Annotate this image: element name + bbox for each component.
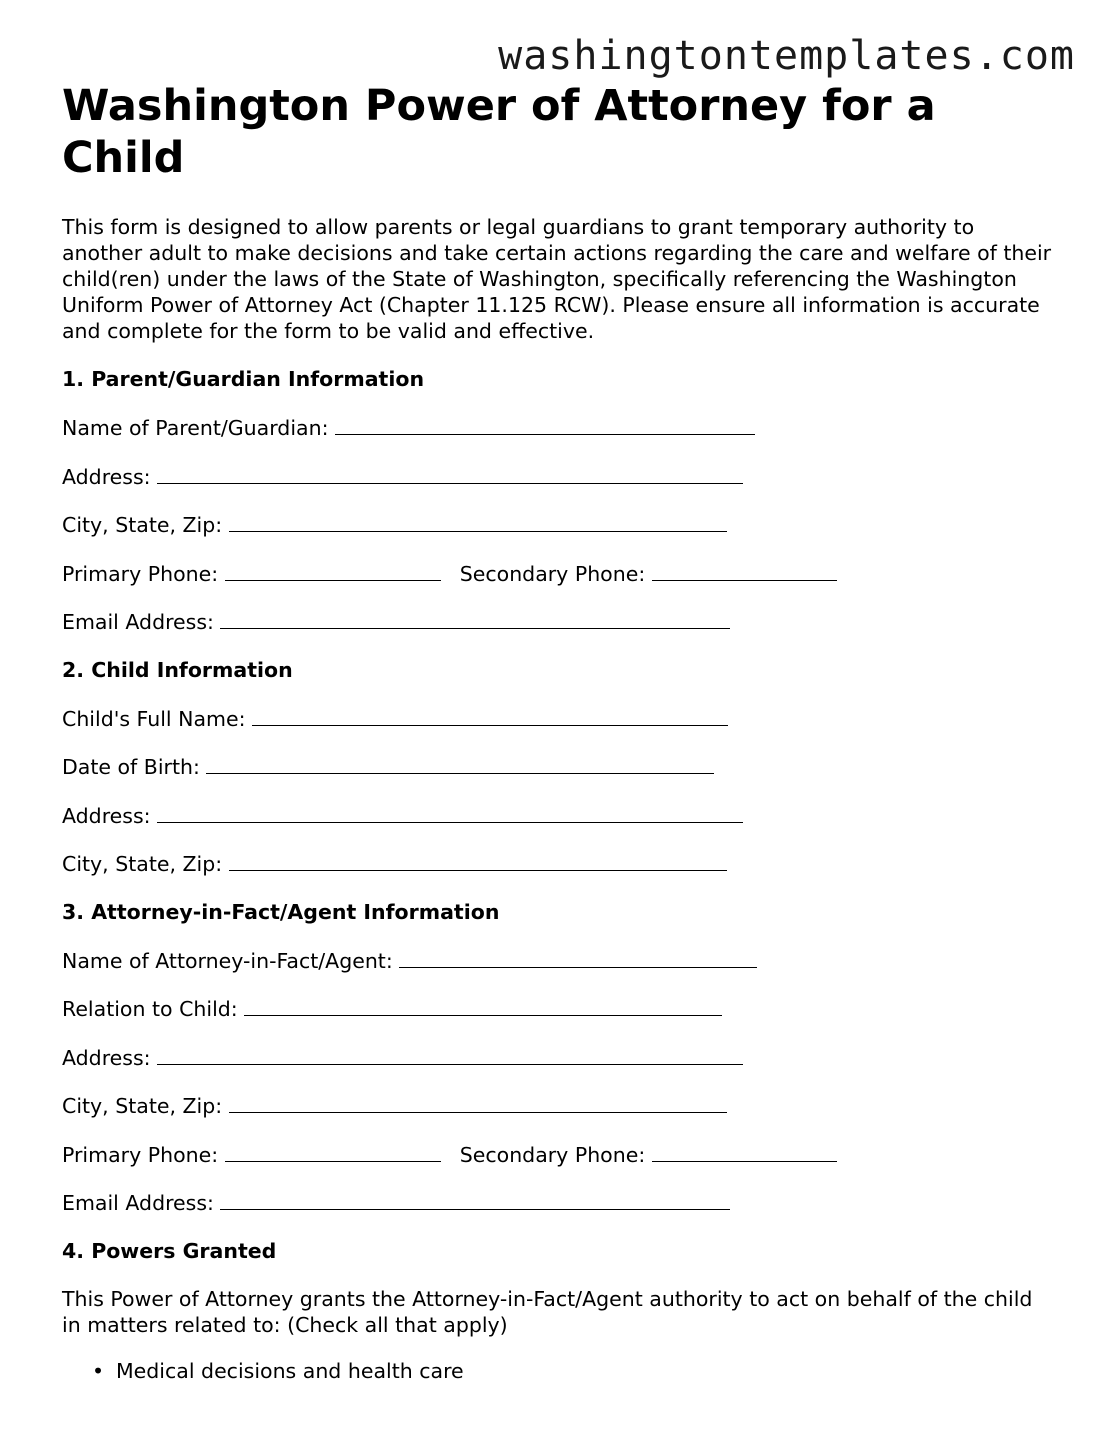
- child-address-label: Address:: [62, 803, 151, 828]
- parent-secondary-phone-blank[interactable]: [652, 560, 837, 581]
- child-address-field[interactable]: [62, 802, 1052, 829]
- agent-city-field[interactable]: [62, 1092, 1052, 1119]
- parent-address-blank[interactable]: [157, 463, 743, 484]
- powers-list: [62, 1358, 1052, 1384]
- agent-email-label: Email Address:: [62, 1191, 214, 1215]
- agent-relation-label: Relation to Child:: [62, 997, 238, 1021]
- child-dob-label: Date of Birth:: [62, 755, 200, 779]
- parent-secondary-phone-label: Secondary Phone:: [459, 561, 646, 586]
- agent-phone-field[interactable]: [62, 1141, 1052, 1168]
- power-item-label: Medical decisions and health care: [116, 1358, 464, 1383]
- intro-paragraph: This form is designed to allow parents or legal guardians to grant temporary authority to another adult to make decisions and take certain actions regarding the care and welfare of their child(ren) under the laws of the State of Washington, specifically referencing the Washington Uniform Power of Attorney Act (Chapter 11.125 RCW). Please ensure all information is accurate and complete for the form to be valid and effective.: [62, 215, 1052, 343]
- parent-email-label: Email Address:: [62, 610, 214, 634]
- parent-city-blank[interactable]: [229, 511, 727, 532]
- parent-city-label: City, State, Zip:: [62, 513, 223, 537]
- agent-address-field[interactable]: [62, 1044, 1052, 1071]
- document-title: Washington Power of Attorney for a Child: [62, 81, 936, 183]
- agent-address-blank[interactable]: [157, 1044, 743, 1065]
- section-heading-parent-guardian: 1. Parent/Guardian Information: [62, 367, 425, 391]
- agent-email-field[interactable]: [62, 1189, 1052, 1216]
- parent-address-field[interactable]: [62, 463, 1052, 490]
- section-heading-agent: 3. Attorney-in-Fact/Agent Information: [62, 899, 500, 924]
- parent-phone-field[interactable]: [62, 560, 1052, 587]
- bullet-icon: •: [92, 1358, 105, 1383]
- parent-address-label: Address:: [62, 464, 151, 489]
- parent-name-field[interactable]: [62, 414, 1052, 441]
- agent-secondary-phone-blank[interactable]: [652, 1141, 837, 1162]
- child-name-field[interactable]: [62, 705, 1052, 732]
- agent-address-label: Address:: [62, 1045, 151, 1070]
- agent-email-blank[interactable]: [220, 1189, 730, 1210]
- child-dob-blank[interactable]: [206, 753, 714, 774]
- agent-relation-blank[interactable]: [244, 995, 722, 1016]
- agent-name-label: Name of Attorney-in-Fact/Agent:: [62, 948, 393, 973]
- parent-email-field[interactable]: [62, 608, 1052, 635]
- agent-primary-phone-label: Primary Phone:: [62, 1142, 219, 1167]
- child-city-label: City, State, Zip:: [62, 852, 223, 876]
- agent-primary-phone-blank[interactable]: [225, 1141, 441, 1162]
- child-address-blank[interactable]: [157, 802, 743, 823]
- watermark-text: washingtontemplates.com: [498, 33, 1075, 79]
- agent-relation-field[interactable]: [62, 995, 1052, 1022]
- child-name-blank[interactable]: [252, 705, 728, 726]
- parent-primary-phone-blank[interactable]: [225, 560, 441, 581]
- agent-name-blank[interactable]: [399, 947, 757, 968]
- child-name-label: Child's Full Name:: [62, 706, 246, 731]
- agent-secondary-phone-label: Secondary Phone:: [459, 1142, 646, 1167]
- powers-description: This Power of Attorney grants the Attorney-in-Fact/Agent authority to act on behalf of the child in matters related to: (Check all that apply): [62, 1286, 1033, 1337]
- parent-name-label: Name of Parent/Guardian:: [62, 416, 329, 440]
- parent-email-blank[interactable]: [220, 608, 730, 629]
- child-city-blank[interactable]: [229, 850, 727, 871]
- parent-city-field[interactable]: [62, 511, 1052, 538]
- child-dob-field[interactable]: [62, 753, 1052, 780]
- list-item[interactable]: [92, 1358, 1052, 1384]
- agent-city-blank[interactable]: [229, 1092, 727, 1113]
- child-city-field[interactable]: [62, 850, 1052, 877]
- agent-city-label: City, State, Zip:: [62, 1094, 223, 1118]
- agent-name-field[interactable]: [62, 947, 1052, 974]
- document-page: [62, 80, 1052, 1384]
- parent-name-blank[interactable]: [335, 414, 755, 435]
- section-heading-powers: 4. Powers Granted: [62, 1238, 277, 1263]
- section-heading-child: 2. Child Information: [62, 657, 293, 682]
- parent-primary-phone-label: Primary Phone:: [62, 561, 219, 586]
